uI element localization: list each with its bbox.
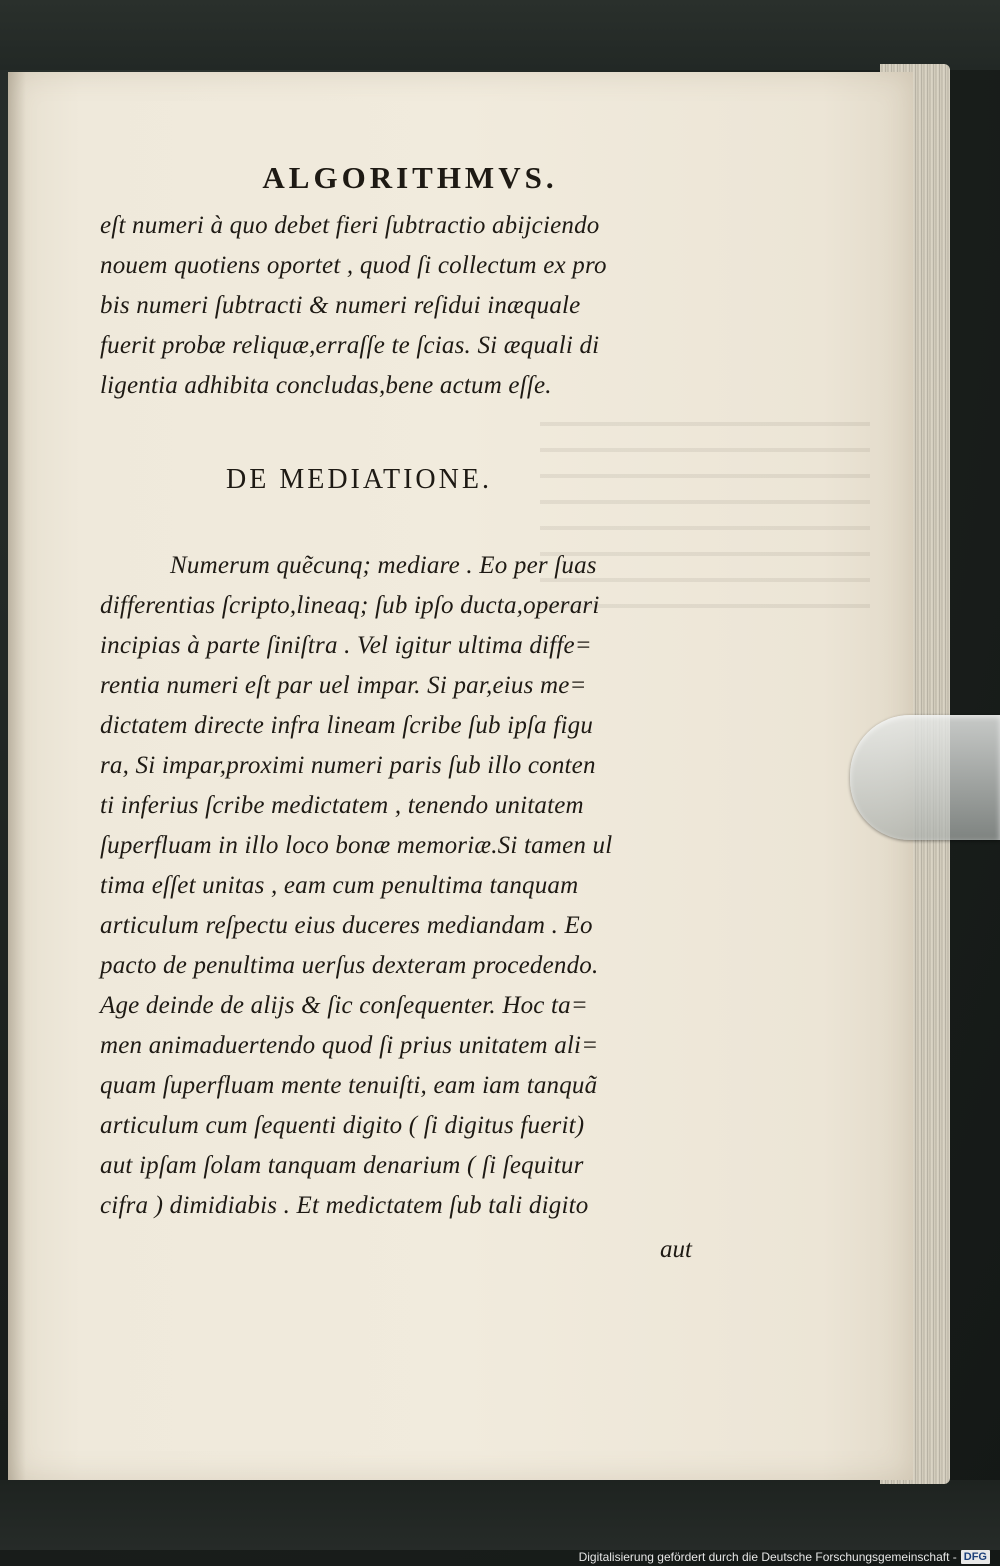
book-board-top <box>0 0 1000 70</box>
text-line: ra, Si impar,proximi numeri paris ſub illo conten <box>100 752 596 779</box>
text-line: men animaduertendo quod ſi prius unitatem ali= <box>100 1032 599 1059</box>
text-line: ti inferius ſcribe medictatem , tenendo unitatem <box>100 792 584 819</box>
paragraph-2 <box>100 546 700 1226</box>
text-line: dictatem directe infra lineam ſcribe ſub ipſa figu <box>100 712 594 739</box>
page-text <box>100 160 700 1268</box>
section-title: DE MEDIATIONE. <box>226 464 492 495</box>
text-line: ligentia adhibita concludas,bene actum eſſe. <box>100 372 552 399</box>
text-line: fuerit probæ reliquæ,erraſſe te ſcias. Si æquali di <box>100 332 600 359</box>
text-line: pacto de penultima uerſus dexteram procedendo. <box>100 952 599 979</box>
text-line: aut ipſam ſolam tanquam denarium ( ſi ſequitur <box>100 1152 584 1179</box>
book-board-bottom <box>0 1480 1000 1550</box>
text-line: Numerum quẽcunq; mediare . Eo per ſuas <box>170 552 597 579</box>
page-gutter-shadow <box>8 72 26 1480</box>
text-line: bis numeri ſubtracti & numeri reſidui inæquale <box>100 292 581 319</box>
text-line: cifra ) dimidiabis . Et medictatem ſub tali digito <box>100 1192 589 1219</box>
page-tab-marker <box>850 715 1000 840</box>
paragraph-1 <box>100 206 700 406</box>
text-line: ſuperfluam in illo loco bonæ memoriæ.Si tamen ul <box>100 832 613 859</box>
text-line: incipias à parte ſiniſtra . Vel igitur ultima diffe= <box>100 632 592 659</box>
running-head: ALGORITHMVS. <box>262 160 558 195</box>
dfg-logo: DFG <box>961 1550 990 1564</box>
text-line: articulum reſpectu eius duceres mediandam . Eo <box>100 912 593 939</box>
credit-text: Digitalisierung gefördert durch die Deutsche Forschungsgemeinschaft - <box>578 1550 957 1564</box>
catchword: aut <box>660 1236 692 1263</box>
digitization-credit <box>579 1548 990 1566</box>
text-line: articulum cum ſequenti digito ( ſi digitus fuerit) <box>100 1112 585 1139</box>
text-line: Age deinde de alijs & ſic conſequenter. Hoc ta= <box>100 992 588 1019</box>
text-line: rentia numeri eſt par uel impar. Si par,eius me= <box>100 672 587 699</box>
text-line: eſt numeri à quo debet fieri ſubtractio abijciendo <box>100 212 600 239</box>
text-line: differentias ſcripto,lineaq; ſub ipſo ducta,operari <box>100 592 600 619</box>
text-line: nouem quotiens oportet , quod ſi collectum ex pro <box>100 252 607 279</box>
text-line: quam ſuperfluam mente tenuiſti, eam iam tanquã <box>100 1072 598 1099</box>
text-line: tima eſſet unitas , eam cum penultima tanquam <box>100 872 579 899</box>
